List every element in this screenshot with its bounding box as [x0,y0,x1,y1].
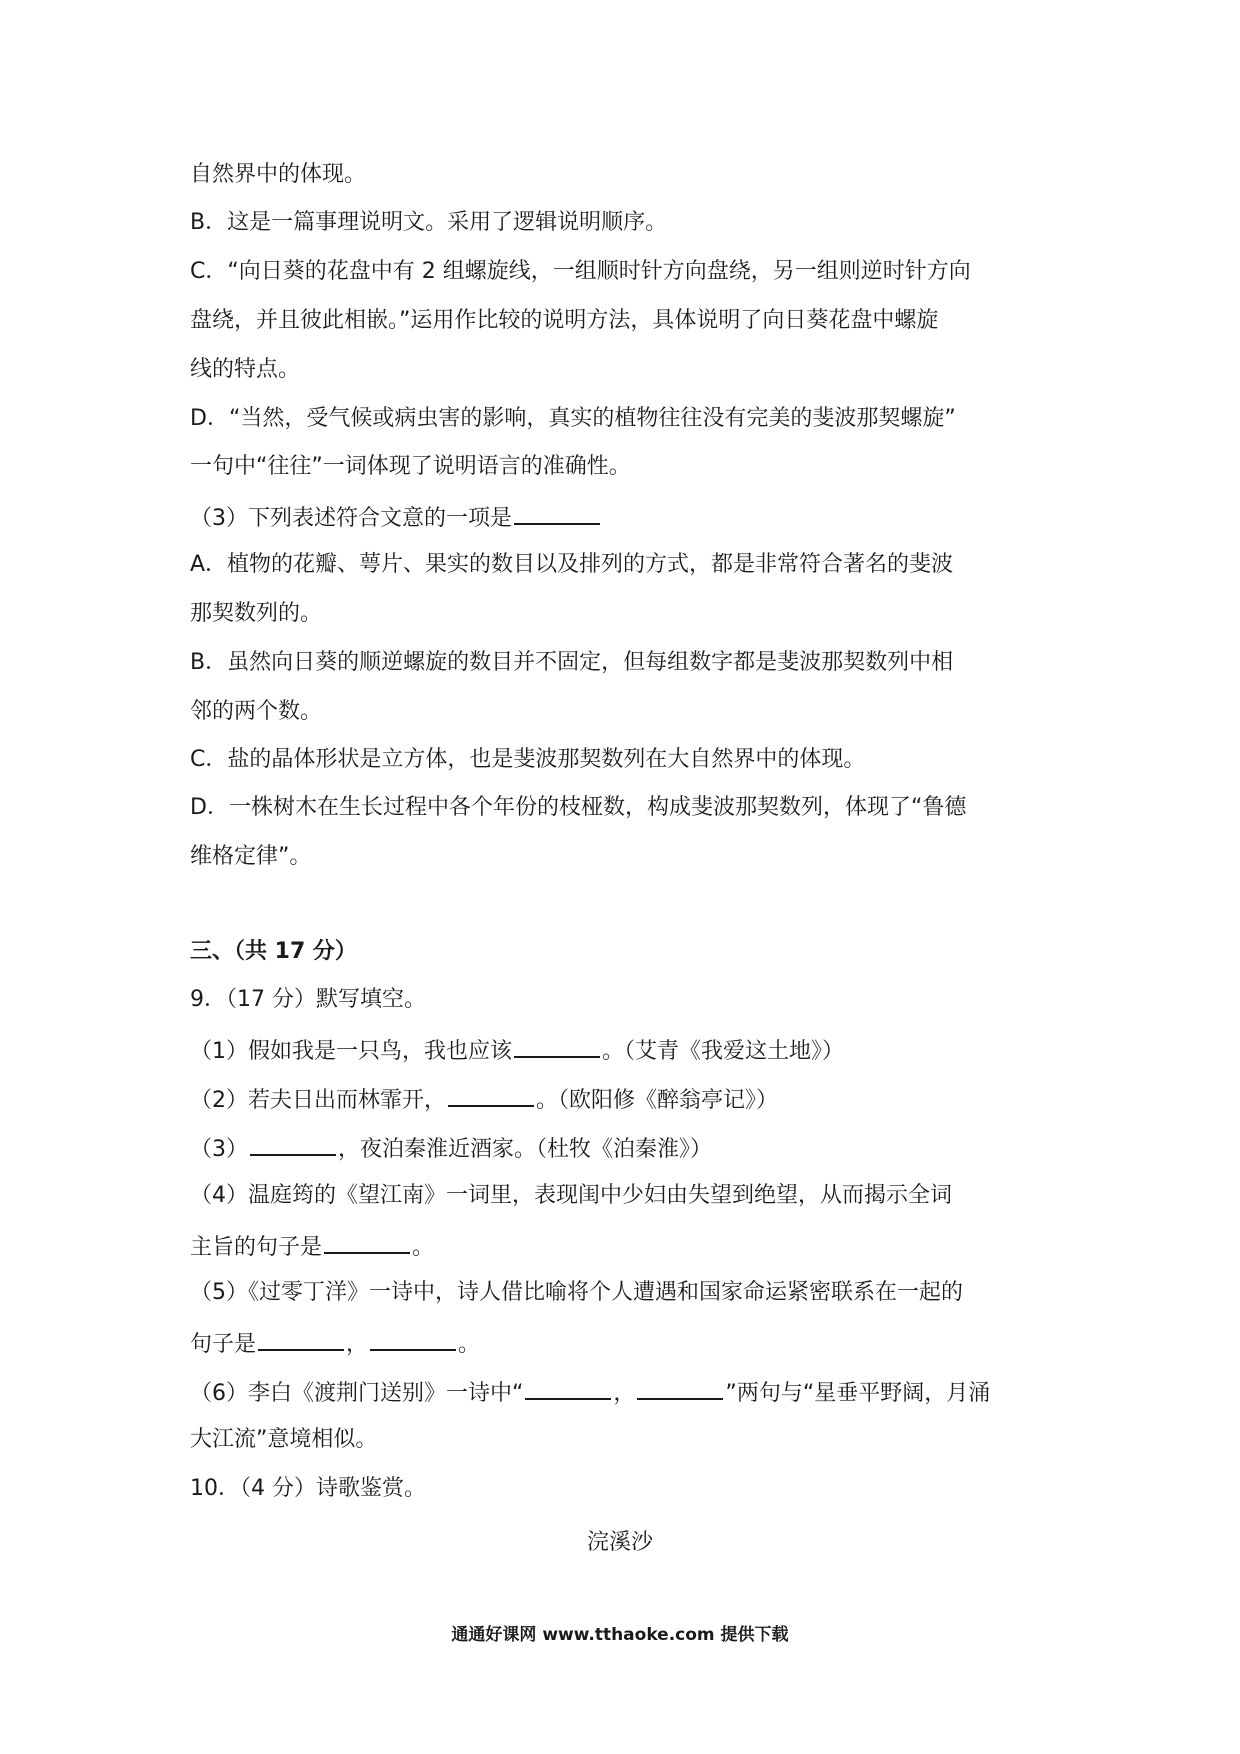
q9-item-4-line1: （4）温庭筠的《望江南》一词里，表现闺中少妇由失望到绝望，从而揭示全词 [190,1183,952,1208]
q9-1-prefix: （1）假如我是一只鸟，我也应该 [190,1039,512,1064]
q9-item-5-line1: （5）《过零丁洋》一诗中，诗人借比喻将个人遭遇和国家命运紧密联系在一起的 [190,1280,963,1305]
poem-title: 浣溪沙 [586,1530,653,1555]
answer-blank[interactable] [370,1327,456,1351]
q9-3-suffix: ，夜泊秦淮近酒家。（杜牧《泊秦淮》） [338,1137,713,1162]
answer-blank[interactable] [514,501,600,525]
q9-item-6-line2: 大江流”意境相似。 [190,1427,378,1452]
q9-2-prefix: （2）若夫日出而林霏开， [190,1088,446,1113]
q8-3-option-a-line2: 那契数列的。 [190,601,323,626]
q8-3-option-c: C．盐的晶体形状是立方体，也是斐波那契数列在大自然界中的体现。 [190,747,866,772]
answer-blank[interactable] [324,1230,410,1254]
q8-3-option-b-line1: B．虽然向日葵的顺逆螺旋的数目并不固定，但每组数字都是斐波那契数列中相 [190,650,954,675]
q8-3-stem-text: （3）下列表述符合文意的一项是 [190,506,512,531]
q9-item-6-line1 [190,1376,990,1409]
answer-blank[interactable] [637,1376,723,1400]
answer-blank[interactable] [525,1376,611,1400]
q8-option-c-line3: 线的特点。 [190,357,301,382]
q8-3-option-b-line2: 邻的两个数。 [190,699,323,724]
q8-3-option-d-line2: 维格定律”。 [190,844,312,869]
q8-3-option-d-line1: D．一株树木在生长过程中各个年份的枝桠数，构成斐波那契数列，体现了“鲁德 [190,795,967,820]
q9-2-suffix: 。（欧阳修《醉翁亭记》） [536,1088,779,1113]
answer-blank[interactable] [258,1327,344,1351]
q9-item-5-line2 [190,1327,480,1360]
q8-option-a-continued: 自然界中的体现。 [190,162,367,187]
answer-blank[interactable] [448,1083,534,1107]
q9-4-suffix: 。 [412,1235,435,1260]
q8-option-d-line1: D．“当然，受气候或病虫害的影响，真实的植物往往没有完美的斐波那契螺旋” [190,406,956,431]
q9-3-prefix: （3） [190,1137,248,1162]
q9-item-1 [190,1034,844,1067]
q9-item-4-line2 [190,1230,434,1263]
q9-5-separator: ， [346,1332,369,1357]
q9-1-suffix: 。（艾青《我爱这土地》） [602,1039,845,1064]
q8-option-c-line1: C．“向日葵的花盘中有 2 组螺旋线，一组顺时针方向盘绕，另一组则逆时针方向 [190,259,971,284]
q8-3-option-a-line1: A．植物的花瓣、萼片、果实的数目以及排列的方式，都是非常符合著名的斐波 [190,552,954,577]
q8-3-stem [190,501,602,534]
q8-option-b: B．这是一篇事理说明文。采用了逻辑说明顺序。 [190,210,668,235]
q9-item-3 [190,1132,712,1165]
answer-blank[interactable] [250,1132,336,1156]
footer-watermark: 通通好课网 www.tthaoke.com 提供下载 [451,1625,789,1645]
q9-5-prefix: 句子是 [190,1332,257,1357]
q9-6-prefix: （6）李白《渡荆门送别》一诗中“ [190,1381,524,1406]
q10-stem: 10．（4 分）诗歌鉴赏。 [190,1476,426,1501]
q9-6-separator: ， [613,1381,636,1406]
q8-option-c-line2: 盘绕，并且彼此相嵌。”运用作比较的说明方法，具体说明了向日葵花盘中螺旋 [190,308,939,333]
answer-blank[interactable] [514,1034,600,1058]
q9-6-suffix: ”两句与“星垂平野阔，月涌 [725,1381,991,1406]
section-title: 三、（共 17 分） [190,939,357,964]
q9-stem: 9．（17 分）默写填空。 [190,987,426,1012]
q8-option-d-line2: 一句中“往往”一词体现了说明语言的准确性。 [190,454,631,479]
q9-item-2 [190,1083,778,1116]
q9-4-prefix: 主旨的句子是 [190,1235,323,1260]
q9-5-suffix: 。 [458,1332,481,1357]
